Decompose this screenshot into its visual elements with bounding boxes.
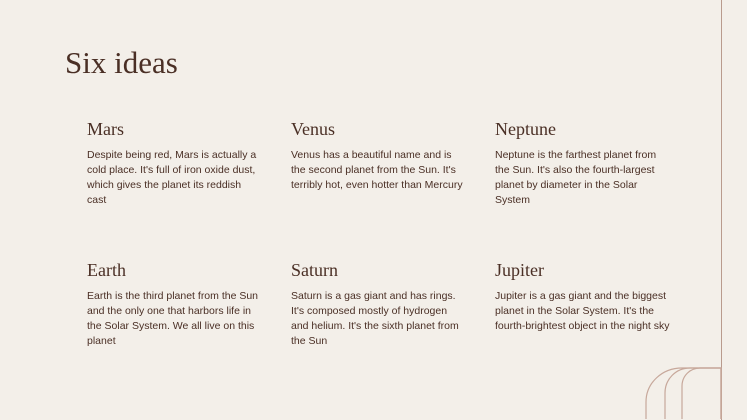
- planet-card-saturn: [291, 259, 466, 349]
- planet-card-text: Despite being red, Mars is actually a cold place. It's full of iron oxide dust, which gives the planet its reddish cast: [87, 149, 257, 206]
- planet-card-text: Neptune is the farthest planet from the Sun. It's also the fourth-largest planet by diameter in the Solar System: [495, 149, 657, 206]
- planet-card-title: Neptune: [495, 119, 556, 139]
- planet-card-earth: [87, 259, 262, 349]
- planet-card-text: Saturn is a gas giant and has rings. It's composed mostly of hydrogen and helium. It's the sixth planet from the Sun: [291, 290, 459, 347]
- planet-card-text: Jupiter is a gas giant and the biggest planet in the Solar System. It's the fourth-brightest object in the night sky: [495, 290, 670, 332]
- planet-card-jupiter: [495, 259, 670, 334]
- vertical-divider: [721, 0, 722, 420]
- planet-card-venus: [291, 118, 466, 193]
- planet-card-title: Mars: [87, 119, 124, 139]
- slide-title: Six ideas: [65, 45, 178, 80]
- planet-card-text: Earth is the third planet from the Sun and the only one that harbors life in the Solar System. We all live on this planet: [87, 290, 259, 347]
- planet-card-text: Venus has a beautiful name and is the second planet from the Sun. It's terribly hot, even hotter than Mercury: [291, 149, 463, 191]
- planet-card-title: Saturn: [291, 260, 338, 280]
- planet-card-title: Earth: [87, 260, 126, 280]
- nested-arches-icon: [642, 367, 722, 420]
- planet-card-title: Jupiter: [495, 260, 544, 280]
- planet-card-title: Venus: [291, 119, 335, 139]
- planet-card-mars: [87, 118, 262, 208]
- planet-card-neptune: [495, 118, 670, 208]
